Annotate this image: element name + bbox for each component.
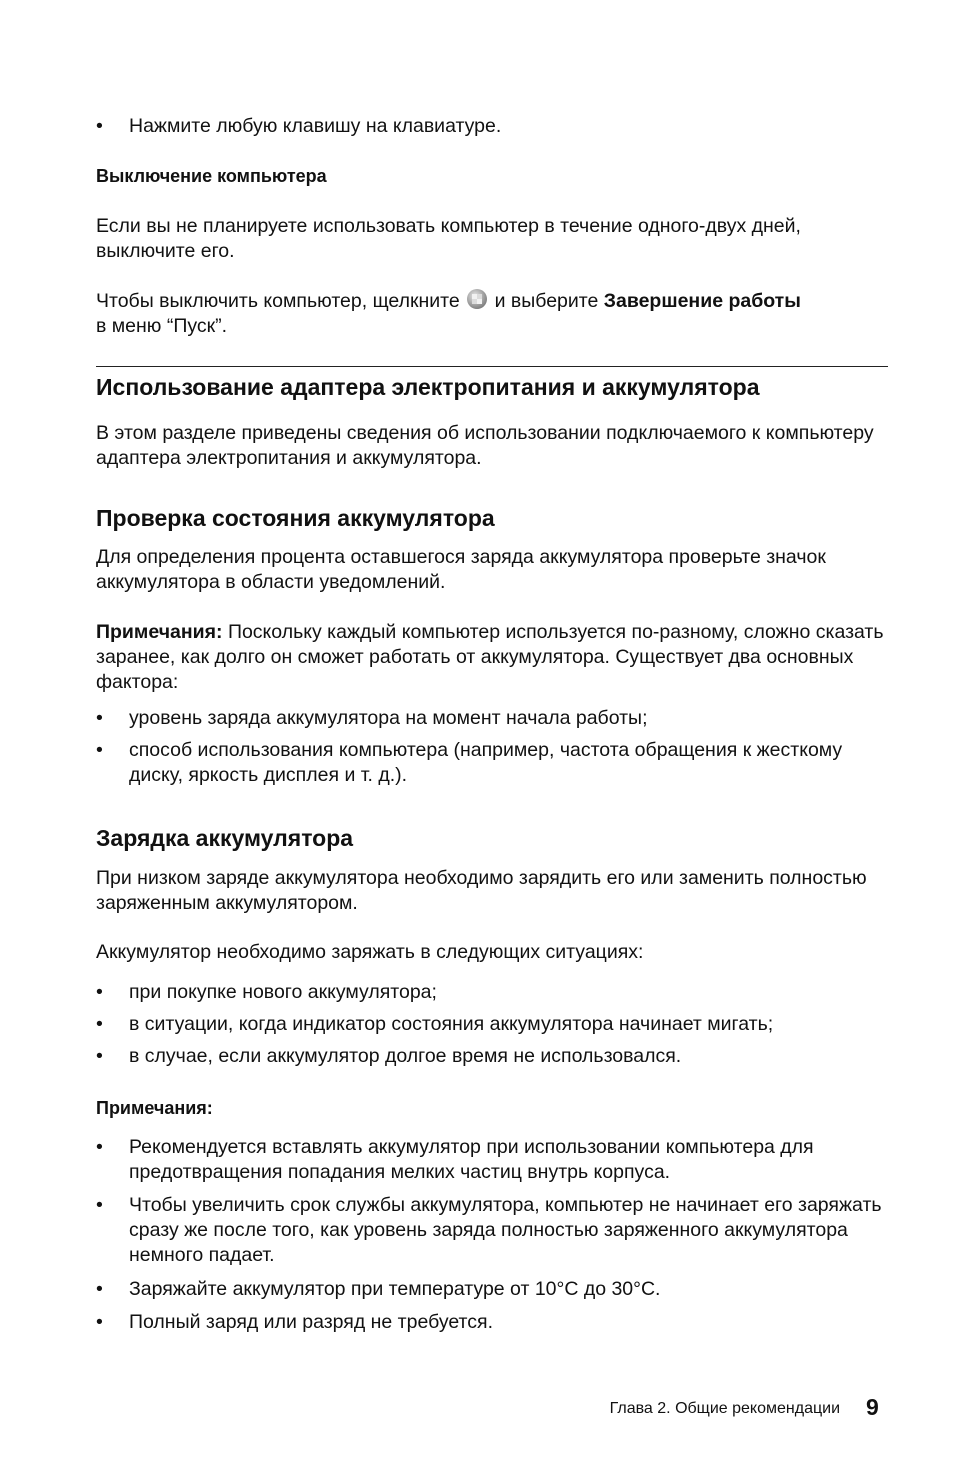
note-label: Примечания: <box>96 621 223 643</box>
bullet-dot: • <box>96 707 103 729</box>
instruction-text-middle: и выберите <box>494 290 599 312</box>
list-item-text: при покупке нового аккумулятора; <box>129 981 437 1003</box>
section-title: Использование адаптера электропитания и аккумулятора <box>96 374 760 400</box>
shutdown-paragraph: Если вы не планируете использовать компьютер в течение одного-двух дней, выключите его. <box>96 215 801 262</box>
section-intro: В этом разделе приведены сведения об использовании подключаемого к компьютеру адаптера электропитания и аккумулятора. <box>96 422 874 469</box>
bullet-dot: • <box>96 1194 103 1216</box>
bullet-dot: • <box>96 1045 103 1067</box>
shutdown-heading: Выключение компьютера <box>96 166 327 186</box>
charge-paragraph: При низком заряде аккумулятора необходимо зарядить его или заменить полностью заряженным аккумулятором. <box>96 867 867 914</box>
bullet-dot: • <box>96 1311 103 1333</box>
list-item-text: Заряжайте аккумулятор при температуре от 10°C до 30°C. <box>129 1278 661 1300</box>
list-item-text: в случае, если аккумулятор долгое время не использовался. <box>129 1045 682 1067</box>
section-divider <box>96 366 888 367</box>
check-battery-note <box>96 620 888 695</box>
list-item-text: в ситуации, когда индикатор состояния аккумулятора начинает мигать; <box>129 1013 774 1035</box>
list-item-text: Полный заряд или разряд не требуется. <box>129 1311 493 1333</box>
bullet-dot: • <box>96 739 103 761</box>
instruction-text-end: в меню “Пуск”. <box>96 315 228 337</box>
bullet-dot: • <box>96 981 103 1003</box>
bullet-dot: • <box>96 1013 103 1035</box>
footer-chapter: Глава 2. Общие рекомендации <box>609 1400 840 1417</box>
charge-situations-intro: Аккумулятор необходимо заряжать в следующих ситуациях: <box>96 941 644 963</box>
bullet-dot: • <box>96 1136 103 1158</box>
check-battery-title: Проверка состояния аккумулятора <box>96 505 495 531</box>
list-item-text: Чтобы увеличить срок службы аккумулятора, компьютер не начинает его заряжать сразу же после того, как уровень заряда полностью заряженного аккумулятора немного падает. <box>129 1194 882 1266</box>
charge-battery-title: Зарядка аккумулятора <box>96 825 354 851</box>
shutdown-instructions <box>96 289 888 339</box>
charge-notes-label: Примечания: <box>96 1098 213 1118</box>
list-item-text: Рекомендуется вставлять аккумулятор при использовании компьютера для предотвращения попадания мелких частиц внутрь корпуса. <box>129 1136 814 1183</box>
shutdown-command: Завершение работы <box>603 290 801 312</box>
check-battery-paragraph: Для определения процента оставшегося заряда аккумулятора проверьте значок аккумулятора в области уведомлений. <box>96 546 826 593</box>
page-number: 9 <box>866 1394 879 1420</box>
bullet-dot: • <box>96 1278 103 1300</box>
list-item-text: способ использования компьютера (например, частота обращения к жесткому диску, яркость дисплея и т. д.). <box>129 739 843 786</box>
list-item-text: уровень заряда аккумулятора на момент начала работы; <box>129 707 648 729</box>
windows-start-icon <box>467 289 487 309</box>
instruction-text-start: Чтобы выключить компьютер, щелкните <box>96 290 460 312</box>
note-text: Поскольку каждый компьютер используется по-разному, сложно сказать заранее, как долго он сможет работать от аккумулятора. Существует два основных фактора: <box>96 621 884 693</box>
bullet-dot: • <box>96 115 103 137</box>
list-item-text: Нажмите любую клавишу на клавиатуре. <box>129 115 502 137</box>
